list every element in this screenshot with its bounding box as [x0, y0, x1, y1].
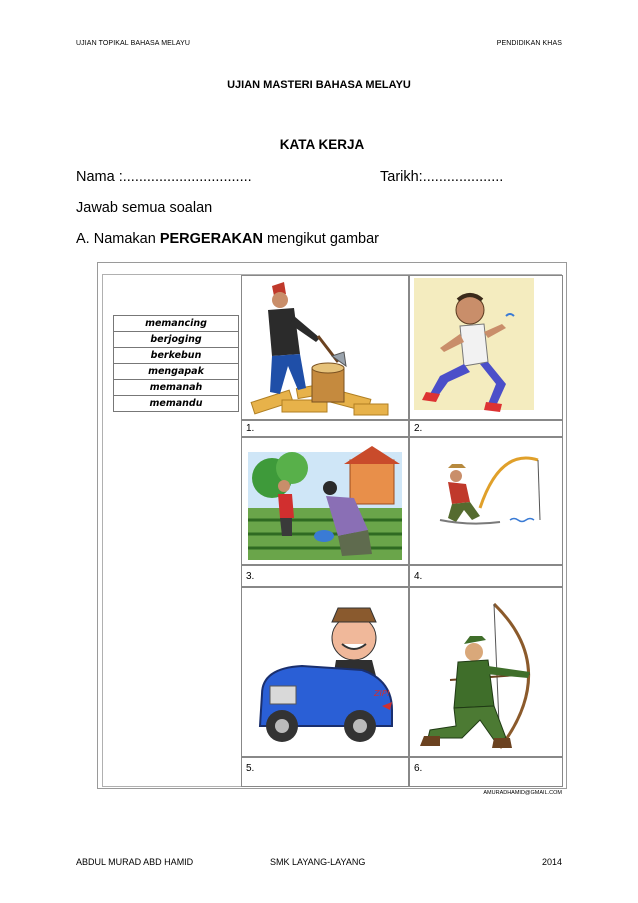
page-title: UJIAN MASTERI BAHASA MELAYU — [227, 79, 411, 91]
picture-cell-4 — [409, 437, 563, 565]
footer-school: SMK LAYANG-LAYANG — [270, 857, 366, 867]
answer-cell-3[interactable] — [241, 565, 409, 587]
question-suffix: mengikut gambar — [262, 231, 380, 247]
svg-text:ZIP!: ZIP! — [374, 689, 390, 698]
instruction: Jawab semua soalan — [76, 200, 213, 216]
question-a — [76, 231, 379, 247]
answer-label-5: 5. — [246, 763, 255, 774]
gardening-icon — [242, 438, 408, 564]
word-bank-item: memanah — [114, 380, 239, 396]
tarikh-field[interactable]: Tarikh:.................... — [380, 169, 504, 185]
page-subtitle: KATA KERJA — [279, 137, 365, 152]
fishing-icon — [410, 438, 562, 564]
footer-author: ABDUL MURAD ABD HAMID — [76, 857, 194, 867]
answer-cell-1[interactable] — [241, 420, 409, 437]
header-right: PENDIDIKAN KHAS — [496, 40, 562, 47]
word-bank-item: memancing — [114, 316, 239, 332]
answer-label-4: 4. — [414, 571, 423, 582]
answer-label-1: 1. — [246, 423, 255, 434]
header-left: UJIAN TOPIKAL BAHASA MELAYU — [76, 40, 191, 47]
email-credit: AMURADHAMID@GMAIL.COM — [483, 790, 562, 796]
archer-icon — [410, 588, 562, 756]
man-driving-car-icon — [242, 588, 408, 756]
answer-cell-6[interactable] — [409, 757, 563, 787]
man-chopping-wood-icon — [242, 276, 408, 419]
answer-label-6: 6. — [414, 763, 423, 774]
nama-field[interactable]: Nama :................................ — [76, 169, 252, 185]
question-prefix: A. Namakan — [76, 231, 160, 247]
footer-year: 2014 — [541, 857, 562, 867]
word-bank-item: berkebun — [114, 348, 239, 364]
word-bank-item: mengapak — [114, 364, 239, 380]
word-bank-item: memandu — [114, 396, 239, 412]
answer-cell-4[interactable] — [409, 565, 563, 587]
question-keyword: PERGERAKAN — [159, 231, 263, 247]
answer-cell-5[interactable] — [241, 757, 409, 787]
word-bank — [113, 315, 239, 412]
picture-cell-5 — [241, 587, 409, 757]
picture-cell-6 — [409, 587, 563, 757]
answer-label-3: 3. — [246, 571, 255, 582]
man-jogging-icon — [410, 276, 562, 419]
exercise-frame — [97, 262, 567, 789]
picture-cell-3 — [241, 437, 409, 565]
picture-cell-1 — [241, 275, 409, 420]
answer-label-2: 2. — [414, 423, 423, 434]
answer-cell-2[interactable] — [409, 420, 563, 437]
exercise-table — [102, 274, 562, 787]
picture-cell-2 — [409, 275, 563, 420]
word-bank-item: berjoging — [114, 332, 239, 348]
